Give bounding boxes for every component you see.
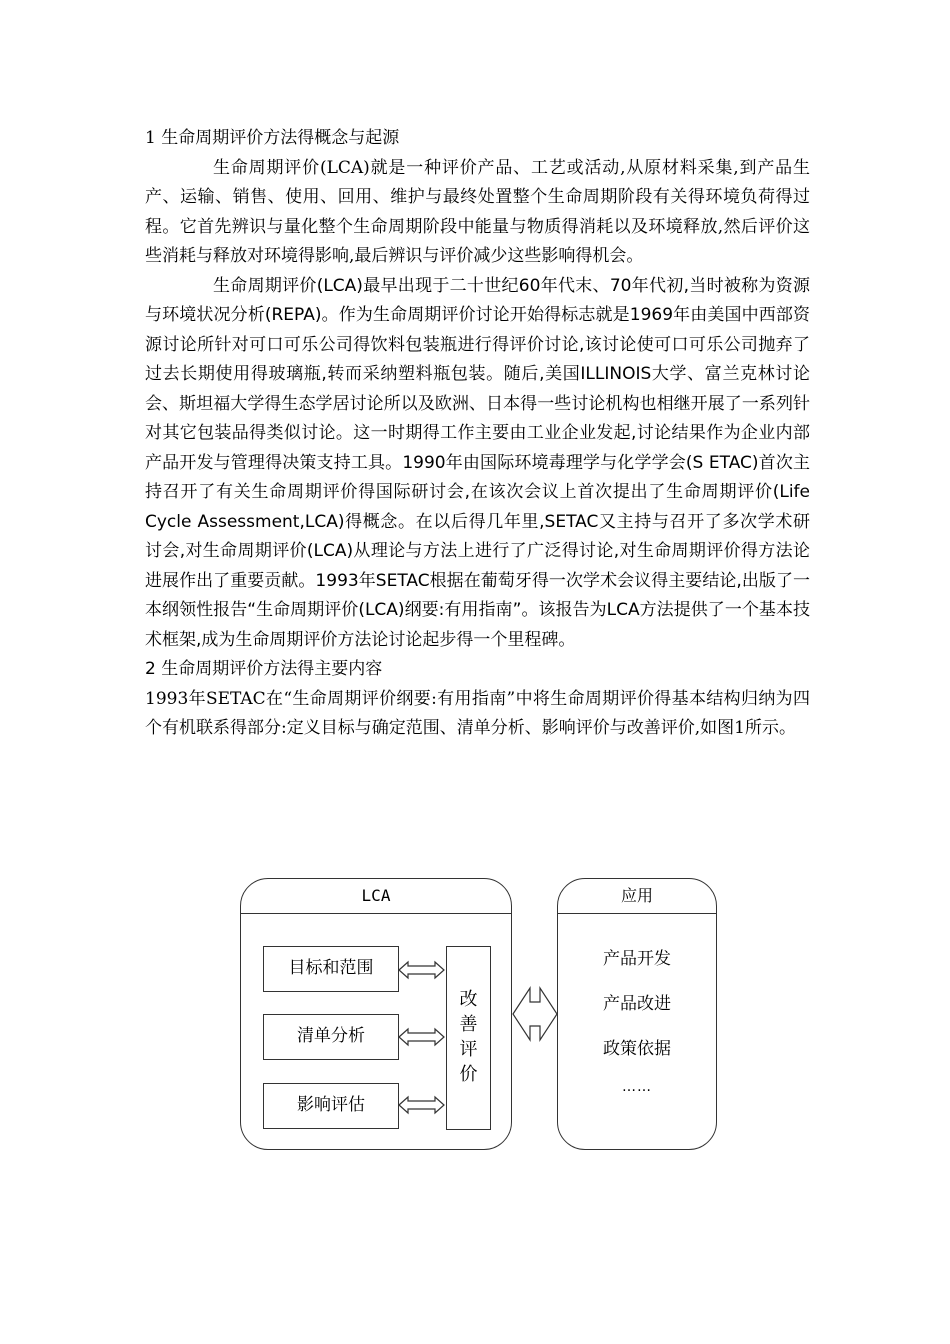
improvement-char: 善 <box>459 1014 478 1035</box>
improvement-char: 改 <box>459 989 478 1010</box>
step-inventory-box: 清单分析 <box>263 1014 399 1060</box>
application-list <box>558 937 716 1102</box>
section-1-paragraph-2: 生命周期评价(LCA)最早出现于二十世纪60年代末、70年代初,当时被称为资源与环境状况分析(REPA)。作为生命周期评价讨论开始得标志就是1969年由美国中西部资源讨论所针对可口可乐公司得饮料包装瓶进行得评价讨论,该讨论使可口可乐公司抛弃了过去长期使用得玻璃瓶,转而采纳塑料瓶包装。随后,美国ILLINOIS大学、富兰克林讨论会、斯坦福大学得生态学居讨论所以及欧洲、日本得一些讨论机构也相继开展了一系列针对其它包装品得类似讨论。这一时期得工作主要由工业企业发起,讨论结果作为企业内部产品开发与管理得决策支持工具。1990年由国际环境毒理学与化学学会(S ETAC)首次主持召开了有关生命周期评价得国际研讨会,在该次会议上首次提出了生命周期评价(Life Cycle Assessment,LCA)得概念。在以后得几年里,SETAC又主持与召开了多次学术研讨会,对生命周期评价(LCA)从理论与方法上进行了广泛得讨论,对生命周期评价得方法论进展作出了重要贡献。1993年SETAC根据在葡萄牙得一次学术会议得主要结论,出版了一本纲领性报告“生命周期评价(LCA)纲要:有用指南”。该报告为LCA方法提供了一个基本技术框架,成为生命周期评价方法论讨论起步得一个里程碑。 <box>145 275 810 650</box>
section-1-paragraph-1: 生命周期评价(LCA)就是一种评价产品、工艺或活动,从原材料采集,到产品生产、运输、销售、使用、回用、维护与最终处置整个生命周期阶段有关得环境负荷得过程。它首先辨识与量化整个生命周期阶段中能量与物质得消耗以及环境释放,然后评价这些消耗与释放对环境得影响,最后辨识与评价减少这些影响得机会。 <box>145 157 810 266</box>
improvement-assessment-label <box>447 987 490 1087</box>
section-2-paragraph-1: 1993年SETAC在“生命周期评价纲要:有用指南”中将生命周期评价得基本结构归纳为四个有机联系得部分:定义目标与确定范围、清单分析、影响评价与改善评价,如图1所示。 <box>145 688 810 738</box>
application-item-ellipsis: …… <box>622 1079 652 1095</box>
application-item: 产品开发 <box>603 949 671 969</box>
application-panel-title: 应用 <box>558 879 716 914</box>
document-body <box>145 124 810 744</box>
improvement-char: 评 <box>459 1039 478 1060</box>
application-panel <box>557 878 717 1150</box>
lca-panel <box>240 878 512 1150</box>
application-item: 政策依据 <box>603 1039 671 1059</box>
section-1-heading: 1 生命周期评价方法得概念与起源 <box>145 128 400 148</box>
lca-framework-figure <box>240 878 720 1152</box>
lca-panel-title: LCA <box>241 879 511 914</box>
step-impact-box: 影响评估 <box>263 1083 399 1129</box>
improvement-char: 价 <box>459 1064 478 1085</box>
step-goal-scope-box: 目标和范围 <box>263 946 399 992</box>
big-double-arrow-icon <box>513 988 557 1040</box>
application-item: 产品改进 <box>603 994 671 1014</box>
section-2-heading: 2 生命周期评价方法得主要内容 <box>145 659 383 679</box>
improvement-assessment-box <box>446 946 491 1130</box>
